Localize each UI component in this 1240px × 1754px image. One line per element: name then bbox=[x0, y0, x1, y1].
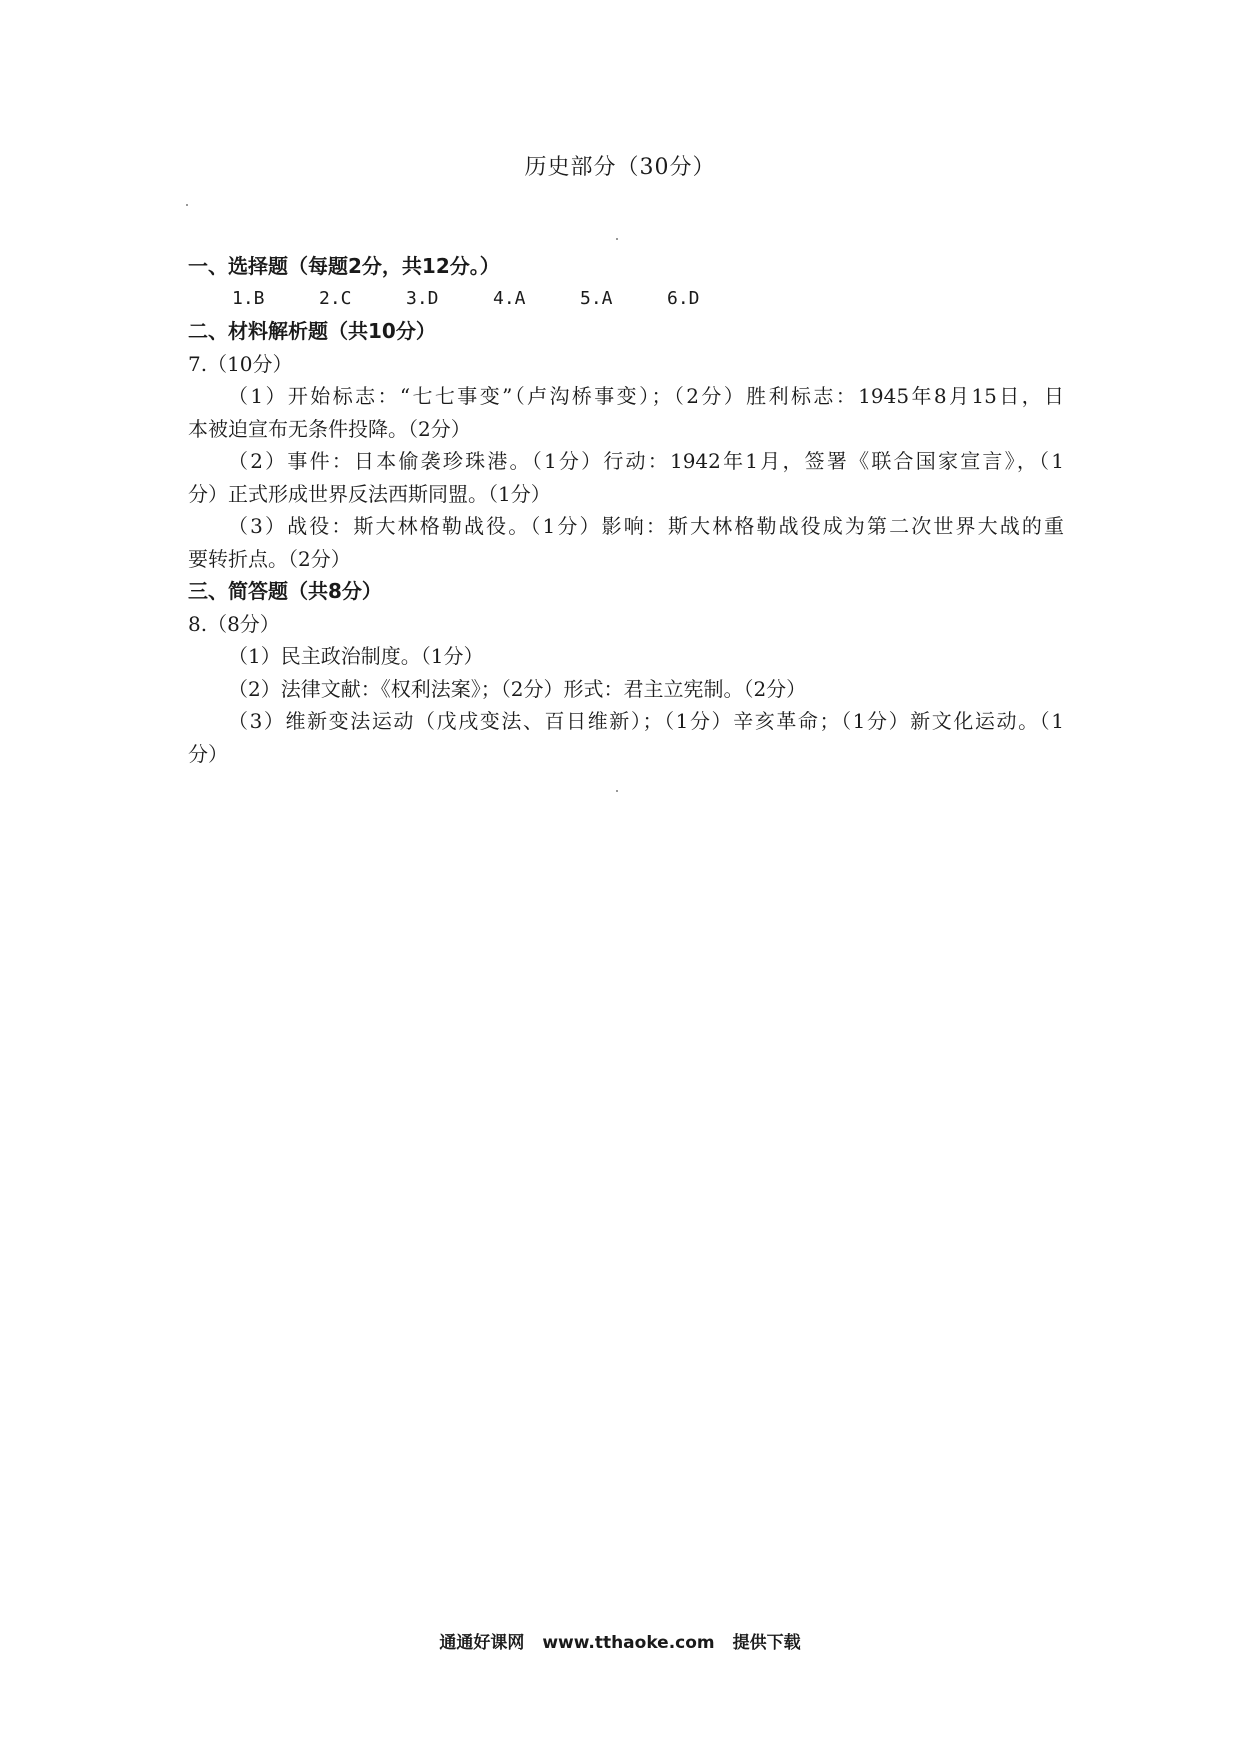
page-title: 历史部分（30分） bbox=[524, 155, 716, 180]
q8-part3-line2: 分） bbox=[188, 741, 228, 766]
footer-brand: 通通好课网 bbox=[439, 1633, 525, 1653]
q8-part2: （2）法律文献：《权利法案》；（2分）形式：君主立宪制。（2分） bbox=[228, 676, 807, 701]
q7-part3-line1: （3）战役：斯大林格勒战役。（1分）影响：斯大林格勒战役成为第二次世界大战的重 bbox=[228, 514, 1064, 538]
answer-content bbox=[188, 250, 1064, 770]
choice-answer-5: 5.A bbox=[580, 287, 613, 309]
choice-answer-1: 1.B bbox=[232, 287, 265, 309]
scan-speck bbox=[186, 204, 188, 206]
section2-heading: 二、材料解析题（共10分） bbox=[188, 319, 436, 343]
scan-speck bbox=[616, 790, 618, 792]
footer-note: 提供下载 bbox=[732, 1633, 801, 1653]
q7-part3-line2: 要转折点。（2分） bbox=[188, 546, 351, 571]
q7-part1-line2: 本被迫宣布无条件投降。（2分） bbox=[188, 416, 471, 441]
q7-part2-line1: （2）事件：日本偷袭珍珠港。（1分）行动：1942年1月，签署《联合国家宣言》，（1 bbox=[228, 449, 1064, 473]
q7-part2-line2: 分）正式形成世界反法西斯同盟。（1分） bbox=[188, 481, 551, 506]
choice-answer-6: 6.D bbox=[667, 287, 700, 309]
footer-url[interactable]: www.tthaoke.com bbox=[542, 1633, 715, 1653]
choice-answers bbox=[188, 283, 1064, 316]
q8-part3-line1: （3）维新变法运动（戊戌变法、百日维新）；（1分）辛亥革命；（1分）新文化运动。（1 bbox=[228, 709, 1064, 733]
page-footer bbox=[0, 1628, 1240, 1653]
choice-answer-2: 2.C bbox=[319, 287, 352, 309]
section1-heading: 一、选择题（每题2分，共12分。） bbox=[188, 254, 500, 278]
section3-heading: 三、简答题（共8分） bbox=[188, 579, 382, 603]
scan-speck bbox=[616, 238, 618, 240]
q7-part1-line1: （1）开始标志：“七七事变”（卢沟桥事变）；（2分）胜利标志：1945年8月15日，日 bbox=[228, 384, 1064, 408]
choice-answer-4: 4.A bbox=[493, 287, 526, 309]
q8-part1: （1）民主政治制度。（1分） bbox=[228, 644, 484, 668]
q8-label: 8.（8分） bbox=[188, 611, 280, 636]
choice-answer-3: 3.D bbox=[406, 287, 439, 309]
q7-label: 7.（10分） bbox=[188, 351, 293, 376]
